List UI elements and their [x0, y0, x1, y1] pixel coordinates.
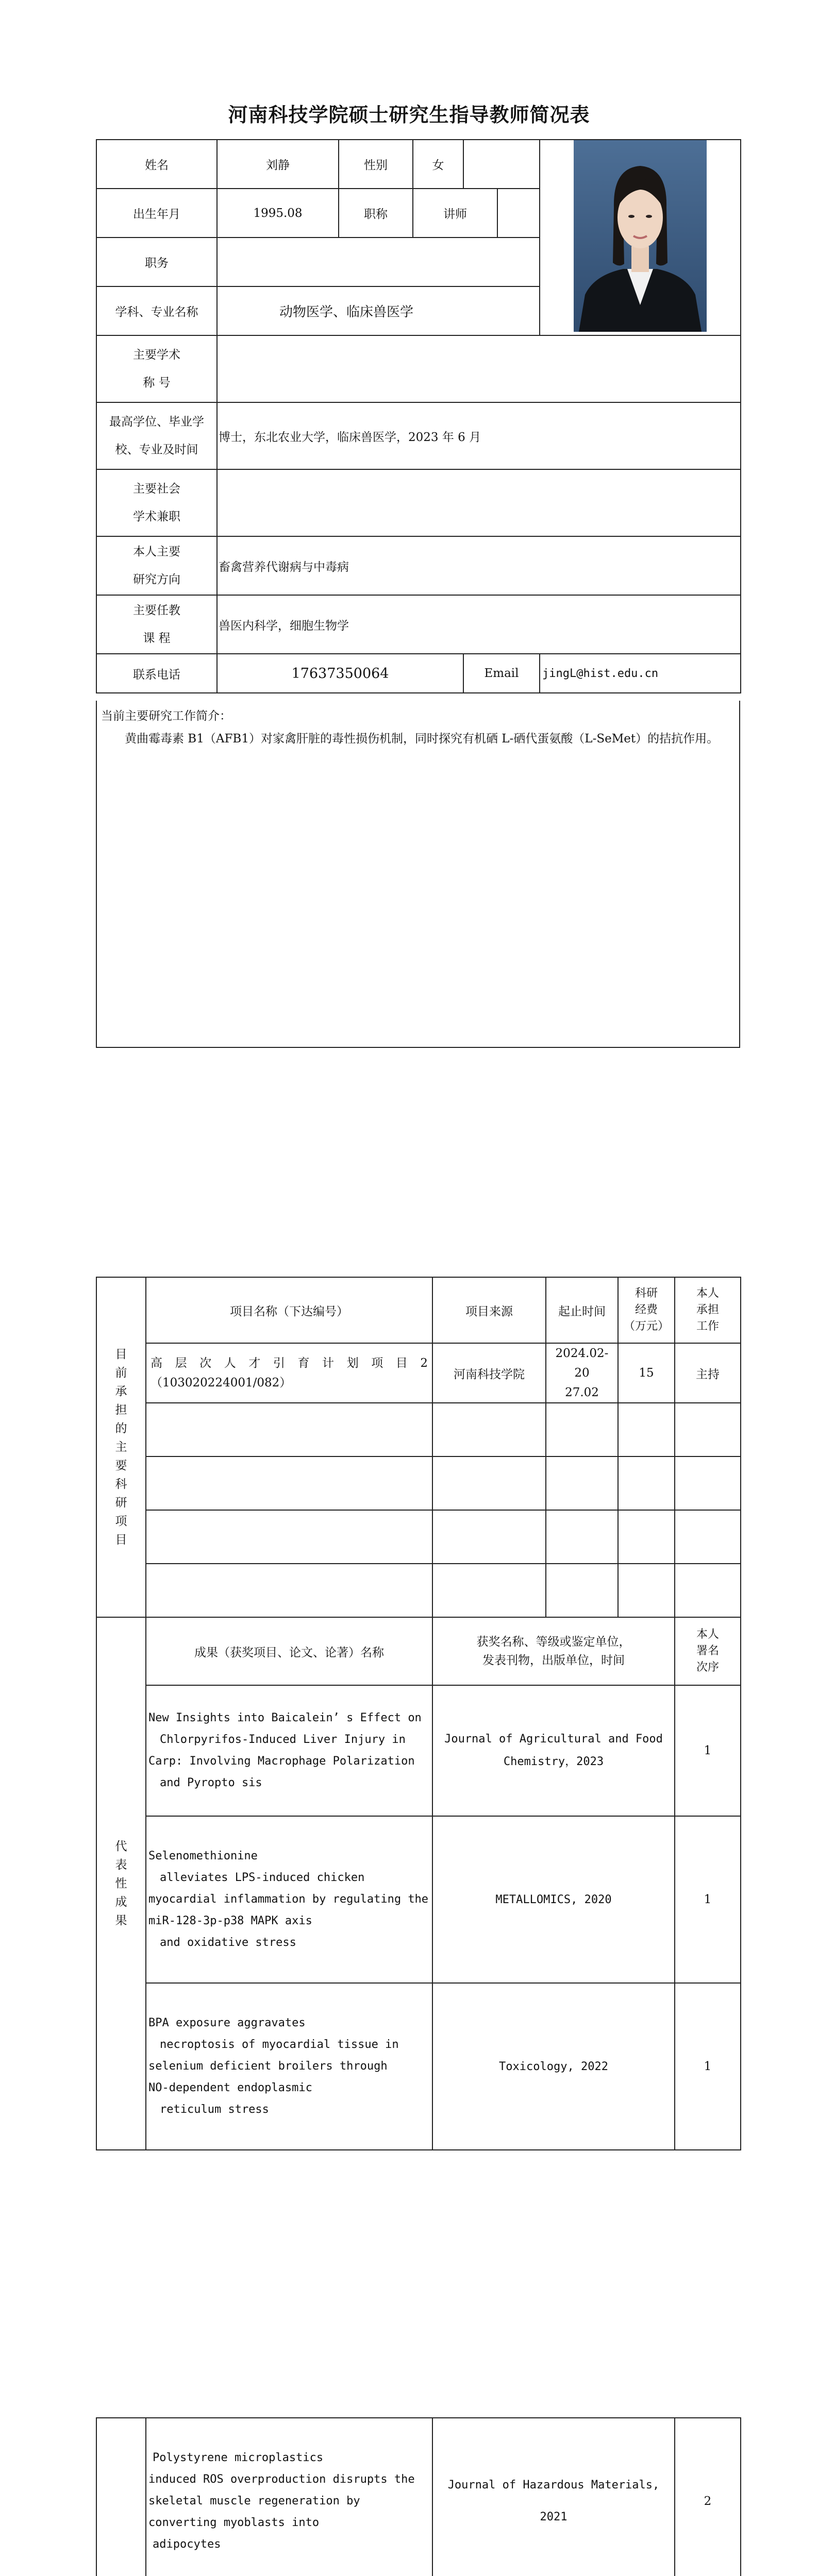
profile-table: [96, 139, 741, 693]
name-label: 姓名: [96, 140, 217, 189]
blank-cell: [463, 140, 540, 189]
projects-table: [96, 1277, 741, 2150]
title-label: 职称: [339, 189, 413, 238]
degree-label: 最高学位、毕业学 校、专业及时间: [96, 402, 217, 469]
table-row: [96, 1816, 741, 1983]
birth-value: 1995.08: [217, 189, 339, 238]
courses-value: 兽医内科学，细胞生物学: [217, 595, 741, 654]
continued-side-cell: [96, 2418, 146, 2576]
academic-title-value: [217, 335, 741, 402]
col-project-period: 起止时间: [546, 1277, 618, 1343]
phone-label: 联系电话: [96, 654, 217, 693]
phone-value: 17637350064: [217, 654, 463, 693]
achievements-continued-section: [96, 2417, 740, 2576]
achievement-venue: METALLOMICS, 2020: [432, 1816, 675, 1983]
degree-value: 博士，东北农业大学，临床兽医学，2023 年 6 月: [217, 402, 741, 469]
position-label: 职务: [96, 238, 217, 286]
project-period: 2024.02-20 27.02: [546, 1343, 618, 1403]
table-row: [96, 1403, 741, 1456]
project-role: 主持: [675, 1343, 741, 1403]
photo-cell: [540, 140, 741, 335]
summary-title: 当前主要研究工作简介：: [101, 709, 231, 723]
society-value: [217, 469, 741, 536]
achievement-venue: Journal of Agricultural and Food Chemistry，2023: [432, 1685, 675, 1816]
col-project-funding: 科研 经费 （万元）: [618, 1277, 675, 1343]
courses-label: 主要任教 课 程: [96, 595, 217, 654]
table-row: [96, 1685, 741, 1816]
position-value: [217, 238, 540, 286]
col-achievement-rank: 本人 署名 次序: [675, 1617, 741, 1685]
profile-section: [96, 139, 740, 693]
col-project-name: 项目名称（下达编号）: [146, 1277, 432, 1343]
research-summary: [96, 701, 740, 1048]
achievement-rank: 2: [675, 2418, 741, 2576]
summary-text: 黄曲霉毒素 B1（AFB1）对家禽肝脏的毒性损伤机制，同时探究有机硒 L-硒代蛋氨酸（L-SeMet）的拮抗作用。: [125, 732, 719, 745]
achievement-venue: Toxicology, 2022: [432, 1983, 675, 2150]
table-row: [96, 2418, 741, 2576]
project-source: 河南科技学院: [432, 1343, 546, 1403]
achievement-title: BPA exposure aggravates necroptosis of myocardial tissue in selenium deficient broilers through NO-dependent endoplasmic reticulum stress: [146, 1983, 432, 2150]
achievement-title: Polystyrene microplastics induced ROS overproduction disrupts the skeletal muscle regeneration by converting myoblasts into adipocytes: [146, 2418, 432, 2576]
gender-value: 女: [413, 140, 463, 189]
achievement-rank: 1: [675, 1983, 741, 2150]
table-row: [96, 1983, 741, 2150]
research-label: 本人主要 研究方向: [96, 536, 217, 595]
table-row: [96, 1564, 741, 1617]
table-row: [96, 1510, 741, 1564]
discipline-value: 动物医学、临床兽医学: [217, 286, 540, 335]
achievements-side-label: 代 表 性 成 果: [96, 1617, 146, 2150]
col-project-source: 项目来源: [432, 1277, 546, 1343]
research-value: 畜禽营养代谢病与中毒病: [217, 536, 741, 595]
title-value: 讲师: [413, 189, 497, 238]
project-funding: 15: [618, 1343, 675, 1403]
achievements-continued-table: [96, 2417, 741, 2576]
email-label: Email: [463, 654, 540, 693]
blank-cell: [497, 189, 540, 238]
achievement-rank: 1: [675, 1685, 741, 1816]
page-title: 河南科技学院硕士研究生指导教师简况表: [228, 103, 590, 126]
society-label: 主要社会 学术兼职: [96, 469, 217, 536]
achievement-title: New Insights into Baicalein’ s Effect on Chlorpyrifos-Induced Liver Injury in Carp: Involving Macrophage Polarization and Pyropto sis: [146, 1685, 432, 1816]
portrait-photo: [574, 140, 707, 332]
project-name: 高 层 次 人 才 引 育 计 划 项 目 2 （103020224001/082）: [146, 1343, 432, 1403]
email-value: jingL@hist.edu.cn: [540, 654, 741, 693]
projects-section: [96, 1277, 740, 2150]
col-achievement-title: 成果（获奖项目、论文、论著）名称: [146, 1617, 432, 1685]
discipline-label: 学科、专业名称: [96, 286, 217, 335]
academic-title-label: 主要学术 称 号: [96, 335, 217, 402]
achievement-rank: 1: [675, 1816, 741, 1983]
col-project-role: 本人 承担 工作: [675, 1277, 741, 1343]
achievement-title: Selenomethionine alleviates LPS-induced chicken myocardial inflammation by regulating the miR-128-3p-p38 MAPK axis and oxidative stress: [146, 1816, 432, 1983]
gender-label: 性别: [339, 140, 413, 189]
table-row: [96, 1456, 741, 1510]
achievement-venue: Journal of Hazardous Materials, 2021: [432, 2418, 675, 2576]
projects-side-label: 目 前 承 担 的 主 要 科 研 项 目: [96, 1277, 146, 1617]
birth-label: 出生年月: [96, 189, 217, 238]
col-achievement-venue: 获奖名称、等级或鉴定单位， 发表刊物，出版单位，时间: [432, 1617, 675, 1685]
table-row: [96, 1343, 741, 1403]
name-value: 刘静: [217, 140, 339, 189]
